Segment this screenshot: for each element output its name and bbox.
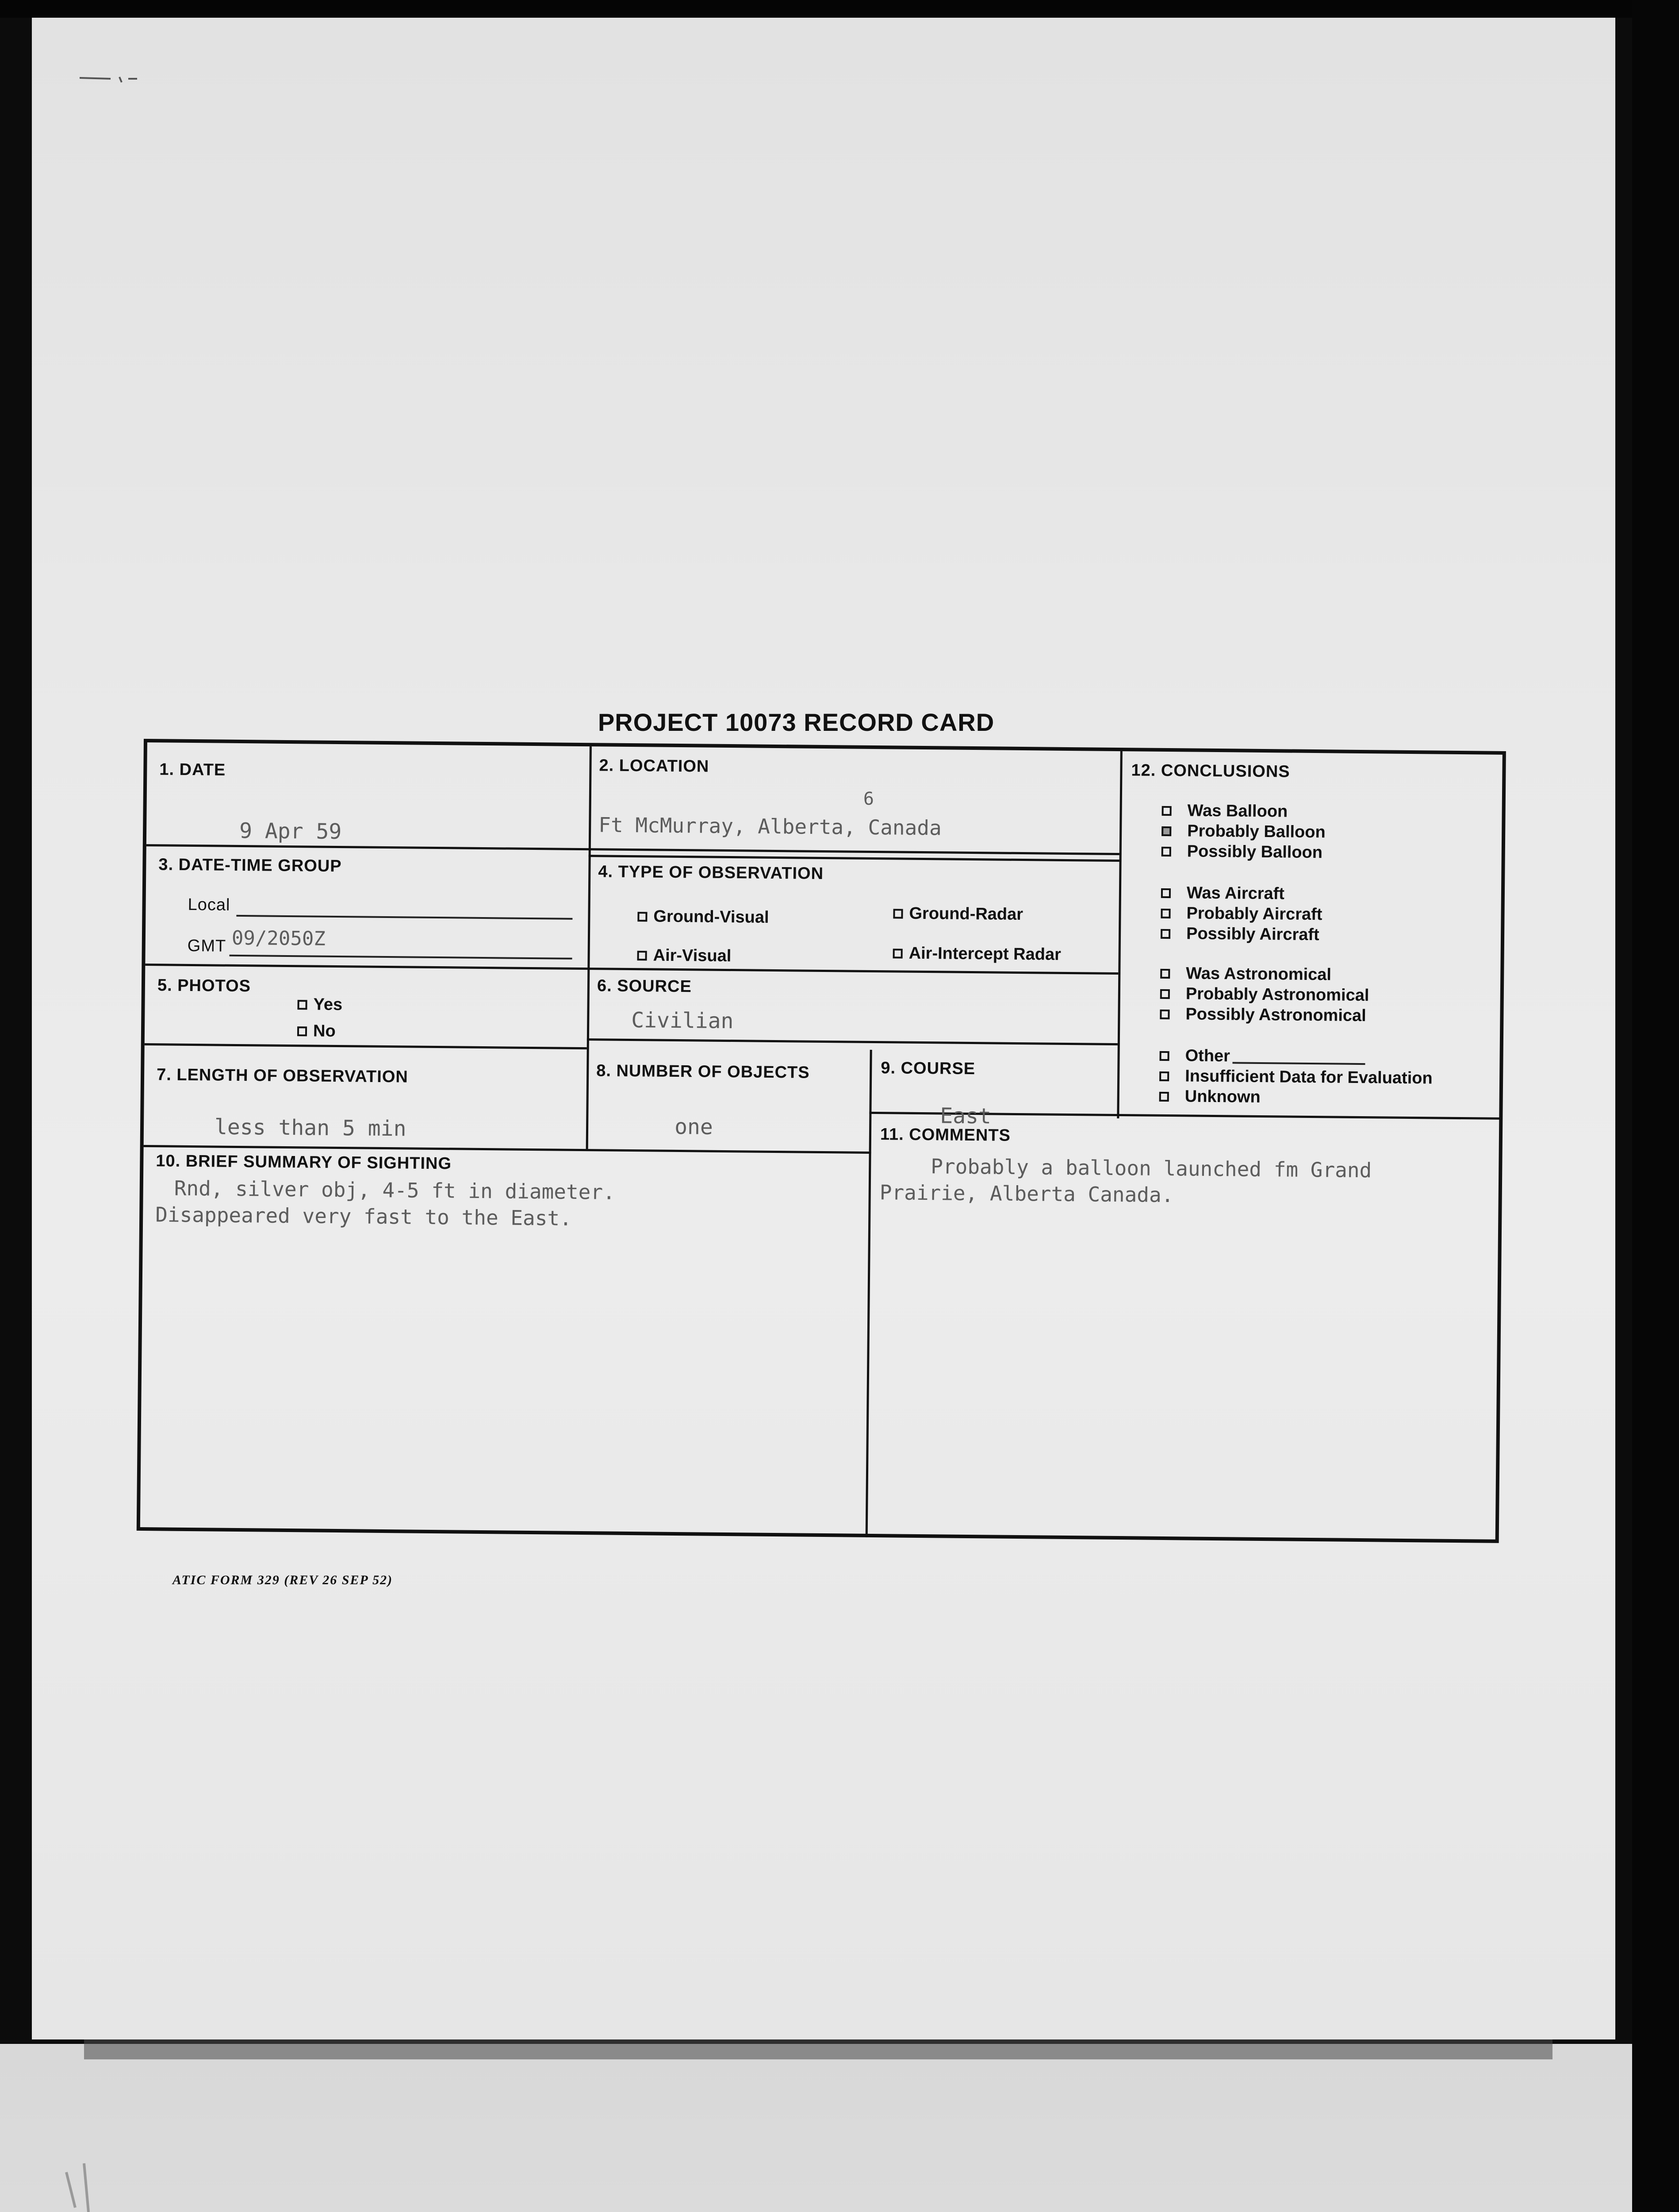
date-value: 9 Apr 59: [239, 818, 342, 845]
conclusion-other[interactable]: Other: [1159, 1046, 1365, 1067]
summary-label: 10. BRIEF SUMMARY OF SIGHTING: [156, 1152, 452, 1173]
conclusion-probably-aircraft[interactable]: Probably Aircraft: [1161, 904, 1322, 924]
conclusion-probably-astronomical[interactable]: Probably Astronomical: [1160, 984, 1369, 1005]
type-option-air-intercept-radar[interactable]: Air-Intercept Radar: [893, 944, 1061, 964]
form-footer: ATIC FORM 329 (REV 26 SEP 52): [172, 1573, 393, 1587]
photos-option-no[interactable]: No: [297, 1022, 336, 1041]
summary-line-2: Disappeared very fast to the East.: [155, 1202, 572, 1230]
type-option-ground-visual[interactable]: Ground-Visual: [637, 907, 769, 927]
summary-line-1: Rnd, silver obj, 4-5 ft in diameter.: [174, 1176, 615, 1204]
film-edge-top: [0, 0, 1679, 18]
objects-value: one: [674, 1114, 713, 1140]
conclusion-possibly-balloon[interactable]: Possibly Balloon: [1162, 842, 1323, 862]
comments-line-1: Probably a balloon launched fm Grand: [931, 1154, 1372, 1183]
dtg-gmt-value: 09/2050Z: [231, 926, 326, 950]
type-option-ground-radar[interactable]: Ground-Radar: [893, 904, 1023, 924]
location-label: 2. LOCATION: [599, 756, 709, 776]
conclusion-unknown[interactable]: Unknown: [1159, 1087, 1261, 1107]
comments-label: 11. COMMENTS: [880, 1125, 1011, 1145]
corner-scratch-mark: [80, 74, 146, 83]
handwritten-scribble: [58, 2146, 172, 2212]
objects-label: 8. NUMBER OF OBJECTS: [596, 1061, 810, 1082]
sheet-shadow: [84, 2039, 1552, 2059]
record-card: [137, 739, 1506, 1543]
conclusions-label: 12. CONCLUSIONS: [1131, 761, 1290, 781]
dtg-gmt-label: GMT: [187, 936, 226, 956]
conclusion-possibly-aircraft[interactable]: Possibly Aircraft: [1161, 924, 1319, 945]
film-edge-right: [1632, 0, 1679, 2212]
type-option-air-visual[interactable]: Air-Visual: [637, 946, 731, 966]
course-value: East: [940, 1103, 992, 1129]
location-annotation: 6: [863, 788, 874, 809]
card-title: PROJECT 10073 RECORD CARD: [598, 708, 995, 736]
source-value: Civilian: [631, 1008, 734, 1034]
location-value: Ft McMurray, Alberta, Canada: [598, 813, 942, 840]
conclusion-possibly-astronomical[interactable]: Possibly Astronomical: [1160, 1005, 1366, 1025]
dtg-local-label: Local: [188, 895, 230, 914]
source-label: 6. SOURCE: [597, 976, 692, 996]
date-label: 1. DATE: [159, 760, 226, 780]
conclusion-was-astronomical[interactable]: Was Astronomical: [1160, 964, 1331, 985]
photos-option-yes[interactable]: Yes: [297, 995, 342, 1014]
scan-backdrop: [0, 2044, 1679, 2212]
comments-line-2: Prairie, Alberta Canada.: [879, 1180, 1174, 1207]
conclusion-was-balloon[interactable]: Was Balloon: [1162, 801, 1288, 822]
length-value: less than 5 min: [214, 1114, 406, 1141]
conclusion-was-aircraft[interactable]: Was Aircraft: [1161, 883, 1284, 904]
course-label: 9. COURSE: [881, 1059, 976, 1079]
photos-label: 5. PHOTOS: [157, 976, 251, 996]
conclusion-insufficient-data[interactable]: Insufficient Data for Evaluation: [1159, 1067, 1433, 1088]
length-label: 7. LENGTH OF OBSERVATION: [156, 1065, 408, 1087]
type-label: 4. TYPE OF OBSERVATION: [598, 862, 824, 883]
conclusion-probably-balloon[interactable]: Probably Balloon: [1162, 822, 1326, 842]
dtg-label: 3. DATE-TIME GROUP: [158, 855, 342, 876]
